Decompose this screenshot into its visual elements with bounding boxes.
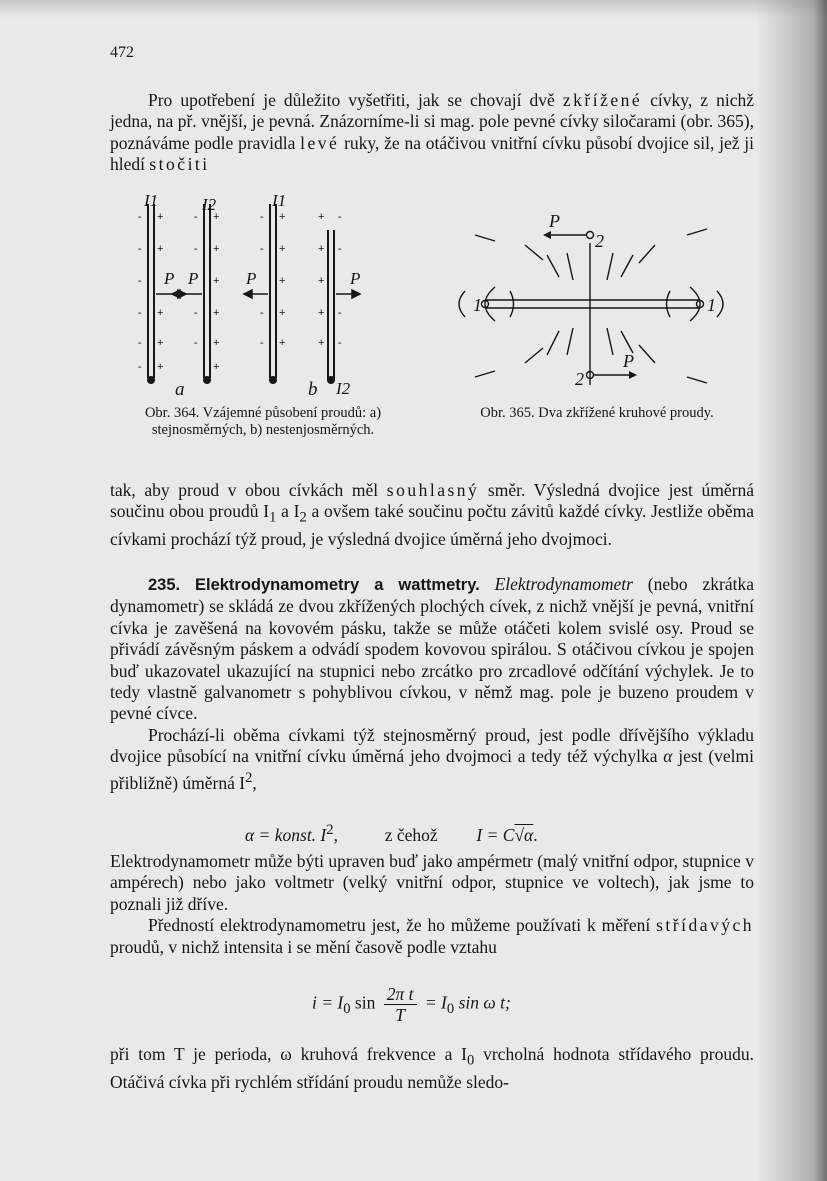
section-number: 235. (148, 576, 181, 594)
proportional-text-a: Prochází-li oběma cívkami týž stejnosměrný proud, jest podle dřívějšího výkladu dvojice působící na vnitřní cívku úměrná jeho dvojmoci a tedy též výchylka (110, 724, 754, 767)
proportional-sup: 2 (245, 769, 253, 786)
field-line (547, 331, 559, 355)
paragraph-period (110, 1044, 754, 1093)
field-arc-inner-right (667, 291, 671, 317)
formula-2-sub-b: 0 (446, 1001, 455, 1018)
wire-b2-end (327, 376, 335, 384)
intro-text-b: cívky, z nichž jedna, na př. vnější, je pevná. Znázorníme-li si mag. pole pevné cívky siločarami (obr. 365), poznáváme podle pravidla (110, 90, 754, 153)
field-line (525, 245, 543, 260)
sign-plus: + (279, 211, 286, 223)
formula-1-right: I = C (476, 824, 515, 845)
sign-plus: + (318, 275, 325, 287)
figure-364-parallel-currents (130, 190, 390, 400)
force-arrow-bottom-head (629, 371, 637, 379)
field-line (639, 345, 655, 363)
caption-figure-365: Obr. 365. Dva zkřížené kruhové proudy. (480, 405, 714, 421)
sign-minus: - (338, 211, 342, 223)
page-number: 472 (110, 44, 134, 61)
sign-minus: - (338, 243, 342, 255)
label-p-bottom: P (623, 351, 634, 371)
sign-minus: - (138, 243, 142, 255)
formula-2-fraction (384, 984, 417, 1025)
field-arc-left (485, 287, 495, 321)
field-line (525, 348, 543, 363)
arrow-head-a2 (172, 290, 180, 298)
current-dot-top (587, 232, 594, 239)
label-2-top: 2 (595, 231, 604, 251)
sign-minus: - (194, 307, 198, 319)
field-arc-outer-right (717, 291, 723, 317)
sign-plus: + (318, 307, 325, 319)
field-line (639, 245, 655, 263)
label-p-b1: P (246, 269, 257, 288)
formula-1-left: α = konst. I (245, 824, 327, 845)
sign-minus: - (338, 307, 342, 319)
label-p-a1: P (164, 269, 175, 288)
intro-text-c: ruky, že na otáčivou vnitřní cívku působí dvojice sil, jež ji hledí (110, 132, 754, 175)
intro-spaced-crossed: zkřížené (562, 90, 643, 110)
sign-plus: + (157, 211, 164, 223)
sign-minus: - (194, 243, 198, 255)
field-line (687, 377, 707, 383)
field-line (547, 255, 559, 277)
sign-plus: + (157, 337, 164, 349)
figure-365-crossed-circular-currents (455, 205, 730, 405)
label-p-a2: P (188, 269, 199, 288)
couple-sub-2: 2 (299, 509, 307, 526)
caption-figure-364: Obr. 364. Vzájemné působení proudů: a) stejnosměrných, b) nestenjosměrných. (144, 405, 382, 438)
sign-plus: + (213, 361, 220, 373)
sign-minus: - (260, 337, 264, 349)
label-case-b: b (308, 379, 318, 400)
field-line (567, 328, 573, 355)
alternating-text-a: Předností elektrodynamometru jest, že ho můžeme používati k měření (148, 915, 657, 936)
sign-minus: - (138, 307, 142, 319)
formula-1-end: . (533, 824, 538, 845)
sign-minus: - (338, 337, 342, 349)
alternating-spaced: střídavých (656, 915, 754, 936)
formula-2-sin: sin (350, 992, 380, 1013)
period-text-a: při tom T je perioda, ω kruhová frekvence a I (110, 1044, 467, 1064)
wire-b1-end (269, 376, 277, 384)
formula-2-eq: = I (420, 992, 447, 1013)
fraction-numerator: 2π t (384, 984, 417, 1005)
wire-a2-end (203, 376, 211, 384)
page-gutter-shadow (757, 0, 827, 1181)
couple-sub-1: 1 (269, 509, 277, 526)
field-arc-right (690, 287, 700, 321)
ammeter-text: Elektrodynamometr může býti upraven buď jako ampérmetr (malý vnitřní odpor, stupnice v ampérech) nebo jako voltmetr (velký vnitřní odpor, stupnice ve voltech), jak jsme to poznali již dříve. (110, 851, 754, 914)
formula-2-right: sin ω t; (454, 992, 511, 1013)
formula-1-root: √α (514, 824, 534, 845)
label-i1-b: I1 (272, 191, 287, 210)
field-line (567, 253, 573, 280)
label-i1-a: I1 (144, 191, 159, 210)
formula-1-middle: z čehož (384, 824, 438, 845)
sign-plus: + (213, 307, 220, 319)
proportional-text-c: , (252, 772, 257, 793)
sign-plus: + (318, 337, 325, 349)
sign-plus: + (213, 211, 220, 223)
formula-alternating-current (312, 984, 511, 1025)
field-line (607, 253, 613, 280)
couple-text-c: a I (276, 501, 300, 522)
formula-1-comma: , (333, 824, 338, 845)
formula-1-sup: 2 (326, 822, 334, 838)
fraction-denominator: T (395, 1005, 405, 1025)
field-arc-inner-left (510, 291, 514, 317)
sign-minus: - (194, 337, 198, 349)
field-line (621, 255, 633, 277)
sign-minus: - (260, 243, 264, 255)
sign-plus: + (279, 337, 286, 349)
proportional-text-b: jest (velmi přibližně) úměrná I (110, 746, 754, 793)
sign-plus: + (157, 307, 164, 319)
sign-minus: - (138, 337, 142, 349)
sign-plus: + (279, 275, 286, 287)
paragraph-intro (110, 90, 754, 176)
force-arrow-top-head (543, 231, 551, 239)
period-text-b: vrcholná hodnota střídavého proudu. Otáčivá cívka při rychlém střídání proudu nemůže sledo- (110, 1044, 754, 1092)
field-arc-outer-left (459, 291, 465, 317)
field-line (621, 331, 633, 353)
wire-a1-end (147, 376, 155, 384)
label-1-left: 1 (473, 295, 482, 315)
section-title: Elektrodynamometry a wattmetry. (194, 576, 480, 594)
label-p-top: P (549, 211, 560, 231)
sign-plus: + (213, 337, 220, 349)
couple-text-b: směr. Výsledná dvojice jest úměrná součinu obou proudů I (110, 480, 754, 522)
sign-minus: - (260, 307, 264, 319)
intro-spaced-twist: stočiti (149, 154, 210, 175)
label-i2-b: I2 (336, 379, 351, 398)
sign-plus: + (213, 243, 220, 255)
label-p-b2: P (350, 269, 361, 288)
formula-2-sub: 0 (343, 1001, 351, 1018)
period-sub: 0 (466, 1052, 475, 1069)
couple-spaced: souhlasný (386, 480, 480, 500)
section-text: (nebo zkrátka dynamometr) se skládá ze dvou zkřížených plochých cívek, z nichž vnější je pevná, vnitřní cívka je zavěšená na kovovém pásku, takže se může otáčeti kolem svislé osy. Proud se přivádí závěsným páskem a odvádí spodem kovovou spirálou. S otáčivou cívkou je spojen buď ukazovatel ukazující na stupnici nebo zrcátko pro zrcadlové odčítání výchylek. Je to tedy vlastně galvanometr s pohyblivou cívkou, v němž mag. pole je buzeno proudem v pevné cívce. (110, 574, 754, 724)
label-1-right: 1 (707, 295, 716, 315)
alternating-text-b: proudů, v nichž intensita i se mění časově podle vztahu (110, 936, 497, 957)
sign-minus: - (138, 275, 142, 287)
field-line (607, 328, 613, 355)
intro-spaced-left: levé (300, 132, 340, 153)
sign-plus: + (318, 211, 325, 223)
sign-plus: + (157, 361, 164, 373)
sign-plus: + (213, 275, 220, 287)
sign-minus: - (138, 211, 142, 223)
formula-2-left: i = I (312, 992, 344, 1013)
couple-text-d: a ovšem také součinu počtu závitů každé cívky. Jestliže oběma cívkami prochází týž proud, je výsledná dvojice úměrná jeho dvojmoci. (110, 501, 754, 550)
arrow-head-b2 (352, 290, 360, 298)
label-2-bottom: 2 (575, 369, 584, 389)
arrow-head-b1 (244, 290, 252, 298)
alpha-symbol: α (663, 746, 673, 767)
paragraph-result-couple (110, 480, 754, 551)
sign-minus: - (194, 211, 198, 223)
field-line (475, 371, 495, 377)
couple-text-a: tak, aby proud v obou cívkách měl (110, 480, 387, 500)
paragraph-ammeter-voltmeter (110, 851, 754, 958)
field-line (687, 229, 707, 235)
sign-minus: - (138, 361, 142, 373)
formula-alpha-proportional (245, 822, 538, 846)
sign-plus: + (318, 243, 325, 255)
sign-plus: + (157, 243, 164, 255)
field-line (475, 235, 495, 241)
label-i2-a: I2 (202, 195, 217, 214)
label-case-a: a (175, 379, 185, 400)
section-235 (110, 574, 754, 794)
intro-text-a: Pro upotřebení je důležito vyšetřiti, jak se chovají dvě (148, 90, 563, 110)
section-term: Elektrodynamometr (494, 574, 633, 594)
sign-plus: + (279, 307, 286, 319)
sign-plus: + (279, 243, 286, 255)
page-edge-top (0, 0, 827, 18)
sign-minus: - (260, 211, 264, 223)
